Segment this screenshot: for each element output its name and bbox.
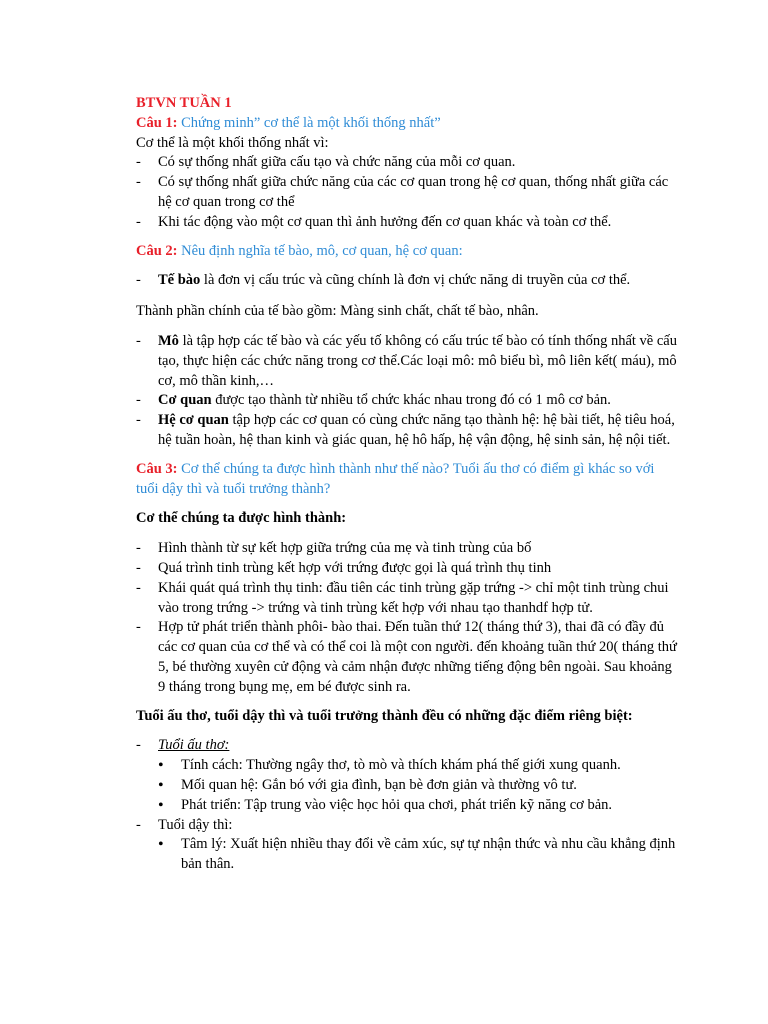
document-page	[136, 94, 680, 875]
formation-heading: Cơ thể chúng ta được hình thành:	[136, 510, 347, 527]
term-cell: Tế bào	[158, 272, 201, 289]
question-2	[136, 242, 680, 262]
list-item: - Có sự thống nhất giữa chức năng của các cơ quan trong hệ cơ quan, thống nhất giữa các hệ cơ quan trong cơ thể	[136, 173, 680, 213]
childhood-label-text: Tuổi ấu thơ:	[158, 737, 230, 754]
answer-1-intro: Cơ thể là một khối thống nhất vì:	[136, 134, 329, 151]
list-item: • Tính cách: Thường ngây thơ, tò mò và thích khám phá thế giới xung quanh.	[136, 756, 680, 776]
definition-organ	[136, 391, 680, 411]
document-title: BTVN TUẦN 1	[136, 95, 232, 111]
def-organ-system: tập hợp các cơ quan có cùng chức năng tạo thành hệ: hệ bài tiết, hệ tiêu hoá, hệ tuần hoàn, hệ than kinh và giác quan, hệ hô hấp, hệ vận động, hệ sinh sản, hệ nội tiết.	[158, 412, 675, 448]
question-3	[136, 460, 680, 500]
list-item: - Khi tác động vào một cơ quan thì ảnh hưởng đến cơ quan khác và toàn cơ thể.	[136, 213, 680, 233]
question-3-sep: :	[172, 460, 178, 477]
question-1	[136, 114, 680, 134]
childhood-label	[136, 736, 680, 756]
def-tissue: là tập hợp các tế bào và các yếu tố không có cấu trúc tế bào có tính thống nhất về cấu tạo, thực hiện các chức năng trong cơ thể.Các loại mô: mô biểu bì, mô liên kết( máu), mô cơ, mô thần kinh,…	[158, 332, 677, 389]
cell-parts: Thành phần chính của tế bào gồm: Màng sinh chất, chất tế bào, nhân.	[136, 303, 539, 320]
list-item: • Tâm lý: Xuất hiện nhiều thay đổi về cảm xúc, sự tự nhận thức và nhu cầu khẳng định bản thân.	[136, 835, 680, 875]
list-item: - Hợp tử phát triển thành phôi- bào thai. Đến tuần thứ 12( tháng thứ 3), thai đã có đầy đủ các cơ quan của cơ thể và có thể coi là một con người. đến khoảng tuần thứ 20( tháng thứ 5, bé thường xuyên cử động và cảm nhận được những tiếng động bên ngoài. Sau khoảng 9 tháng trong bụng mẹ, em bé được sinh ra.	[136, 618, 680, 697]
puberty-label: - Tuổi dậy thì:	[136, 816, 680, 836]
definition-organ-system	[136, 411, 680, 451]
definition-tissue	[136, 332, 680, 391]
list-item: - Quá trình tinh trùng kết hợp với trứng được gọi là quá trình thụ tinh	[136, 559, 680, 579]
question-2-label: Câu 2	[136, 242, 173, 259]
question-2-text: Nêu định nghĩa tế bào, mô, cơ quan, hệ cơ quan:	[177, 242, 463, 259]
def-cell: là đơn vị cấu trúc và cũng chính là đơn vị chức năng di truyền của cơ thể.	[200, 272, 631, 289]
question-1-label: Câu 1	[136, 114, 173, 131]
question-1-sep: :	[172, 114, 178, 131]
question-2-sep: :	[172, 242, 178, 259]
list-item: - Hình thành từ sự kết hợp giữa trứng của mẹ và tinh trùng của bố	[136, 539, 680, 559]
question-3-text: Cơ thể chúng ta được hình thành như thế nào? Tuổi ấu thơ có điểm gì khác so với tuổi dậy thì và tuổi trưởng thành?	[136, 460, 655, 497]
term-tissue: Mô	[158, 332, 179, 349]
definition-cell	[136, 271, 680, 291]
term-organ: Cơ quan	[158, 392, 212, 409]
ages-heading: Tuổi ấu thơ, tuổi dậy thì và tuổi trưởng thành đều có những đặc điểm riêng biệt:	[136, 707, 633, 724]
question-3-label: Câu 3	[136, 460, 173, 477]
list-item: • Phát triển: Tập trung vào việc học hỏi qua chơi, phát triển kỹ năng cơ bản.	[136, 796, 680, 816]
list-item: - Khái quát quá trình thụ tinh: đầu tiên các tinh trùng gặp trứng -> chỉ một tinh trùng chui vào trong trứng -> trứng và tinh trùng kết hợp với nhau tạo thanhdf hợp tử.	[136, 579, 680, 619]
list-item: • Mối quan hệ: Gắn bó với gia đình, bạn bè đơn giản và thường vô tư.	[136, 776, 680, 796]
term-organ-system: Hệ cơ quan	[158, 412, 229, 429]
def-organ: được tạo thành từ nhiều tổ chức khác nhau trong đó có 1 mô cơ bản.	[211, 392, 611, 409]
list-item: - Có sự thống nhất giữa cấu tạo và chức năng của mỗi cơ quan.	[136, 153, 680, 173]
question-1-text: Chứng minh” cơ thể là một khối thống nhất”	[177, 114, 441, 131]
